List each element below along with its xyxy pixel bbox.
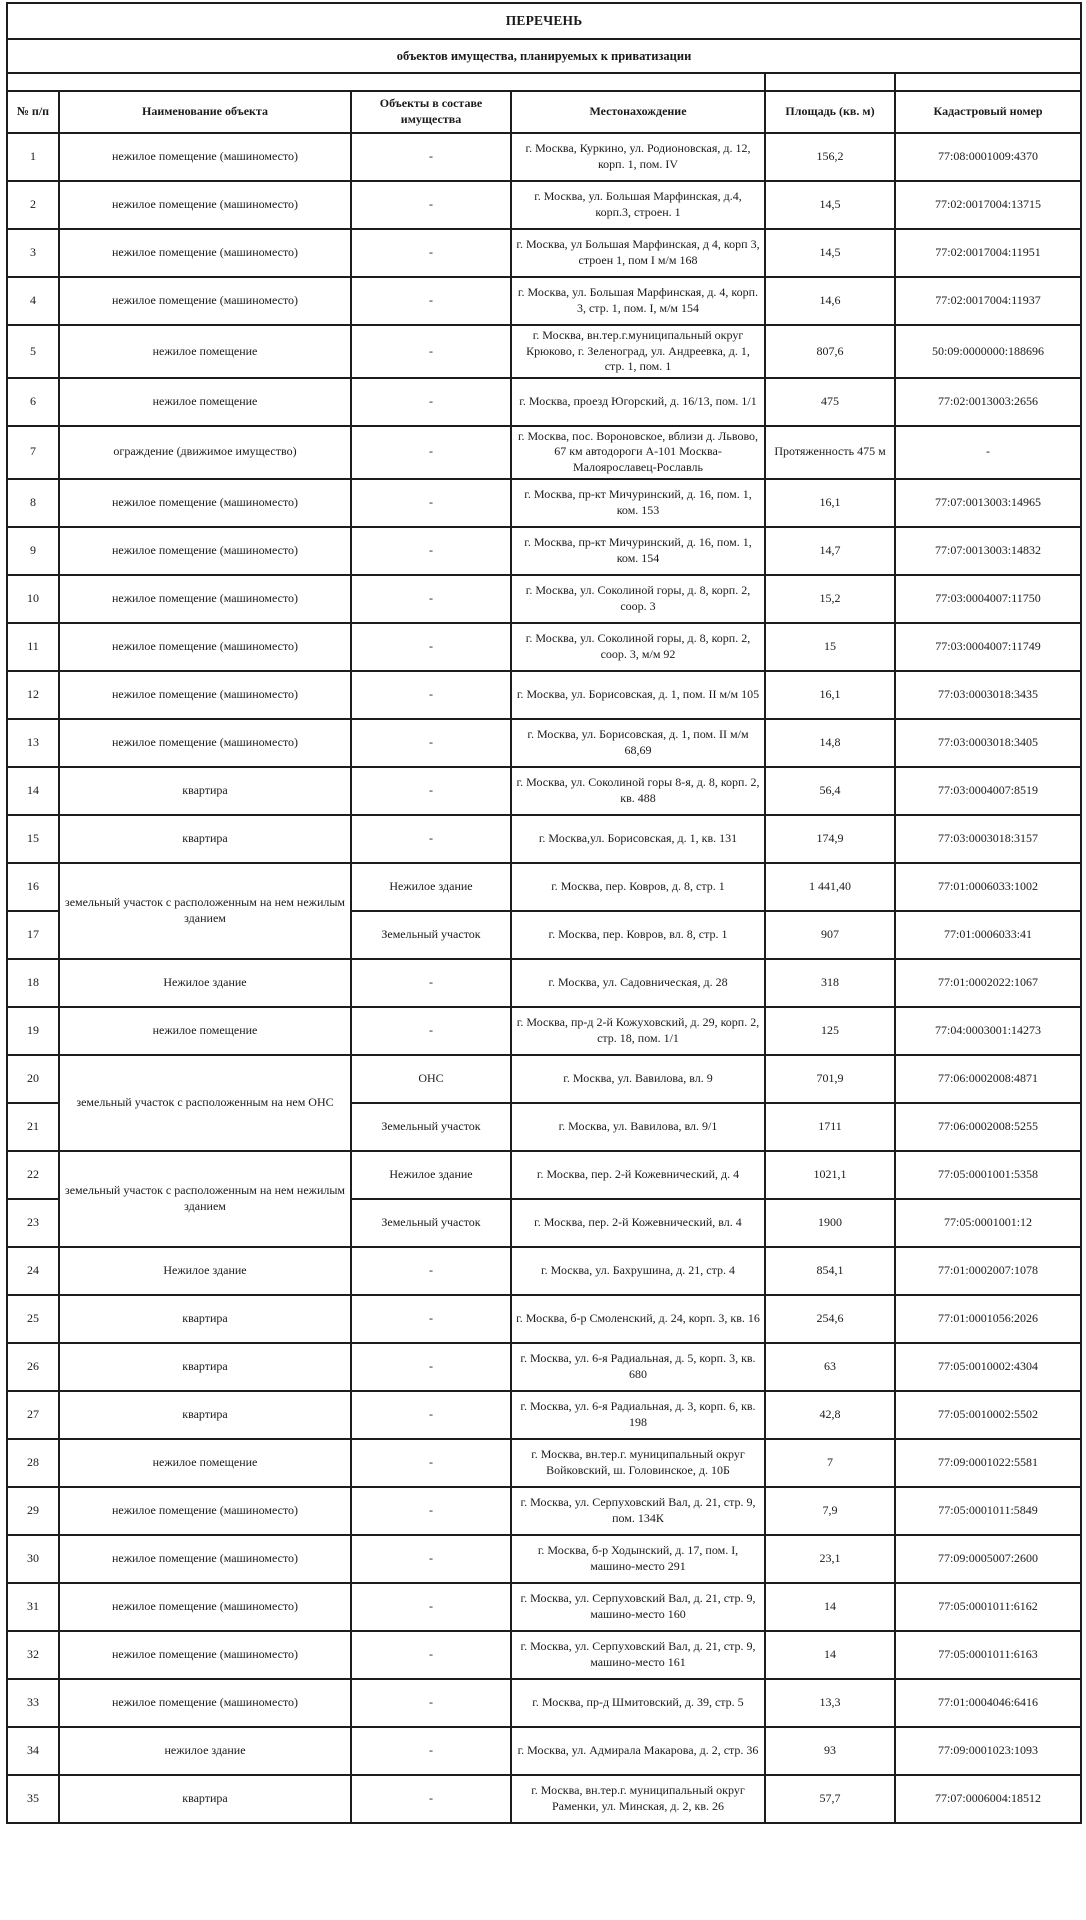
cell-cadastral: 77:06:0002008:5255 [895,1103,1081,1151]
cell-area: 475 [765,378,895,426]
cell-location: г. Москва, пос. Вороновское, вблизи д. Львово, 67 км автодороги А-101 Москва-Малоярославец-Рославль [511,426,765,479]
table-row [7,1439,1081,1487]
cell-object-name: нежилое помещение (машиноместо) [59,719,351,767]
cell-area: 1900 [765,1199,895,1247]
cell-cadastral: 77:09:0005007:2600 [895,1535,1081,1583]
cell-composition: Земельный участок [351,1199,511,1247]
table-row [7,1151,1081,1199]
table-head [7,3,1081,133]
table-row [7,1583,1081,1631]
spacer-cell [765,73,895,91]
cell-number: 19 [7,1007,59,1055]
cell-location: г. Москва, ул. 6-я Радиальная, д. 5, корп. 3, кв. 680 [511,1343,765,1391]
cell-object-name: нежилое помещение (машиноместо) [59,623,351,671]
table-row [7,1727,1081,1775]
cell-location: г. Москва, пр-кт Мичуринский, д. 16, пом. 1, ком. 153 [511,479,765,527]
table-row [7,277,1081,325]
cell-area: 14,6 [765,277,895,325]
cell-cadastral: 77:03:0004007:11749 [895,623,1081,671]
cell-composition: - [351,1487,511,1535]
privatization-table [6,2,1082,1824]
cell-cadastral: 50:09:0000000:188696 [895,325,1081,378]
cell-object-name: земельный участок с расположенным на нем нежилым зданием [59,1151,351,1247]
cell-area: 16,1 [765,671,895,719]
cell-composition: - [351,1295,511,1343]
table-row [7,1007,1081,1055]
spacer-row [7,73,1081,91]
spacer-cell [895,73,1081,91]
cell-object-name: земельный участок с расположенным на нем ОНС [59,1055,351,1151]
cell-location: г. Москва, ул. Бахрушина, д. 21, стр. 4 [511,1247,765,1295]
cell-area: 7 [765,1439,895,1487]
cell-cadastral: 77:05:0001011:6162 [895,1583,1081,1631]
table-row [7,1535,1081,1583]
column-header-location: Местонахождение [511,91,765,133]
table-row [7,1631,1081,1679]
cell-number: 13 [7,719,59,767]
cell-cadastral: 77:01:0006033:41 [895,911,1081,959]
cell-area: 701,9 [765,1055,895,1103]
table-row [7,426,1081,479]
cell-location: г. Москва, пр-д Шмитовский, д. 39, стр. 5 [511,1679,765,1727]
table-row [7,1679,1081,1727]
cell-area: 125 [765,1007,895,1055]
table-row [7,1055,1081,1103]
cell-number: 5 [7,325,59,378]
table-row [7,1343,1081,1391]
cell-object-name: квартира [59,815,351,863]
cell-object-name: нежилое помещение (машиноместо) [59,1487,351,1535]
cell-composition: - [351,1391,511,1439]
cell-cadastral: 77:01:0001056:2026 [895,1295,1081,1343]
cell-area: 15,2 [765,575,895,623]
cell-object-name: квартира [59,767,351,815]
cell-composition: - [351,575,511,623]
cell-cadastral: 77:05:0010002:5502 [895,1391,1081,1439]
cell-composition: - [351,1007,511,1055]
cell-location: г. Москва, ул Большая Марфинская, д 4, корп 3, строен 1, пом I м/м 168 [511,229,765,277]
cell-area: 14 [765,1631,895,1679]
cell-number: 4 [7,277,59,325]
table-row [7,1487,1081,1535]
cell-location: г. Москва, ул. Вавилова, вл. 9/1 [511,1103,765,1151]
cell-number: 35 [7,1775,59,1823]
cell-area: 1711 [765,1103,895,1151]
cell-location: г. Москва, ул. Борисовская, д. 1, пом. II м/м 105 [511,671,765,719]
cell-area: 93 [765,1727,895,1775]
cell-cadastral: 77:03:0003018:3157 [895,815,1081,863]
cell-area: 156,2 [765,133,895,181]
cell-composition: Земельный участок [351,1103,511,1151]
cell-cadastral: 77:05:0001011:5849 [895,1487,1081,1535]
cell-cadastral: 77:07:0006004:18512 [895,1775,1081,1823]
cell-object-name: нежилое помещение (машиноместо) [59,1535,351,1583]
cell-composition: - [351,671,511,719]
cell-cadastral: 77:01:0004046:6416 [895,1679,1081,1727]
table-row [7,229,1081,277]
table-row [7,133,1081,181]
cell-cadastral: 77:05:0010002:4304 [895,1343,1081,1391]
cell-area: 56,4 [765,767,895,815]
table-row [7,767,1081,815]
table-row [7,181,1081,229]
cell-area: 854,1 [765,1247,895,1295]
cell-location: г. Москва, пер. 2-й Кожевнический, д. 4 [511,1151,765,1199]
cell-object-name: нежилое помещение (машиноместо) [59,133,351,181]
cell-location: г. Москва, пр-кт Мичуринский, д. 16, пом. 1, ком. 154 [511,527,765,575]
cell-area: 1 441,40 [765,863,895,911]
cell-cadastral: 77:03:0004007:8519 [895,767,1081,815]
cell-location: г. Москва, ул. 6-я Радиальная, д. 3, корп. 6, кв. 198 [511,1391,765,1439]
cell-composition: - [351,1439,511,1487]
cell-number: 31 [7,1583,59,1631]
cell-number: 7 [7,426,59,479]
table-row [7,671,1081,719]
cell-number: 22 [7,1151,59,1199]
cell-number: 18 [7,959,59,1007]
cell-area: 42,8 [765,1391,895,1439]
cell-cadastral: 77:02:0017004:11951 [895,229,1081,277]
cell-location: г. Москва, пер. Ковров, д. 8, стр. 1 [511,863,765,911]
cell-composition: - [351,623,511,671]
cell-cadastral: 77:05:0001011:6163 [895,1631,1081,1679]
cell-area: 807,6 [765,325,895,378]
document-subtitle-row [7,39,1081,73]
cell-area: 13,3 [765,1679,895,1727]
cell-composition: - [351,1583,511,1631]
cell-object-name: нежилое помещение (машиноместо) [59,181,351,229]
cell-object-name: нежилое помещение (машиноместо) [59,277,351,325]
cell-composition: - [351,277,511,325]
cell-location: г. Москва, б-р Ходынский, д. 17, пом. I, машино-место 291 [511,1535,765,1583]
cell-number: 30 [7,1535,59,1583]
cell-cadastral: 77:05:0001001:5358 [895,1151,1081,1199]
cell-area: 1021,1 [765,1151,895,1199]
cell-object-name: нежилое помещение (машиноместо) [59,479,351,527]
cell-location: г. Москва, вн.тер.г. муниципальный округ Раменки, ул. Минская, д. 2, кв. 26 [511,1775,765,1823]
cell-composition: - [351,1631,511,1679]
cell-area: 57,7 [765,1775,895,1823]
cell-object-name: нежилое здание [59,1727,351,1775]
cell-object-name: нежилое помещение [59,325,351,378]
cell-object-name: квартира [59,1775,351,1823]
cell-area: 7,9 [765,1487,895,1535]
column-header-object-name: Наименование объекта [59,91,351,133]
cell-cadastral: 77:04:0003001:14273 [895,1007,1081,1055]
cell-number: 24 [7,1247,59,1295]
cell-location: г. Москва, ул. Борисовская, д. 1, пом. II м/м 68,69 [511,719,765,767]
cell-object-name: нежилое помещение (машиноместо) [59,1583,351,1631]
cell-composition: ОНС [351,1055,511,1103]
cell-cadastral: 77:09:0001023:1093 [895,1727,1081,1775]
table-row [7,1295,1081,1343]
cell-cadastral: 77:02:0013003:2656 [895,378,1081,426]
table-row [7,863,1081,911]
cell-area: 907 [765,911,895,959]
cell-location: г. Москва, ул. Вавилова, вл. 9 [511,1055,765,1103]
cell-area: 23,1 [765,1535,895,1583]
cell-area: 16,1 [765,479,895,527]
cell-number: 6 [7,378,59,426]
table-row [7,325,1081,378]
cell-location: г. Москва, ул. Соколиной горы, д. 8, корп. 2, соор. 3 [511,575,765,623]
cell-object-name: нежилое помещение (машиноместо) [59,229,351,277]
cell-location: г. Москва, пер. Ковров, вл. 8, стр. 1 [511,911,765,959]
cell-location: г. Москва, ул. Серпуховский Вал, д. 21, стр. 9, пом. 134К [511,1487,765,1535]
cell-composition: - [351,325,511,378]
column-header-row [7,91,1081,133]
table-row [7,815,1081,863]
cell-cadastral: 77:08:0001009:4370 [895,133,1081,181]
cell-area: Протяженность 475 м [765,426,895,479]
cell-cadastral: 77:03:0003018:3405 [895,719,1081,767]
cell-composition: - [351,378,511,426]
cell-cadastral: 77:01:0006033:1002 [895,863,1081,911]
cell-cadastral: 77:06:0002008:4871 [895,1055,1081,1103]
cell-cadastral: 77:07:0013003:14832 [895,527,1081,575]
cell-number: 15 [7,815,59,863]
cell-location: г. Москва,ул. Борисовская, д. 1, кв. 131 [511,815,765,863]
cell-cadastral: 77:02:0017004:13715 [895,181,1081,229]
cell-object-name: квартира [59,1343,351,1391]
cell-composition: - [351,527,511,575]
cell-number: 26 [7,1343,59,1391]
cell-number: 25 [7,1295,59,1343]
cell-object-name: нежилое помещение (машиноместо) [59,671,351,719]
cell-number: 10 [7,575,59,623]
cell-composition: - [351,426,511,479]
cell-composition: - [351,719,511,767]
cell-number: 29 [7,1487,59,1535]
cell-composition: Нежилое здание [351,863,511,911]
cell-location: г. Москва, проезд Югорский, д. 16/13, пом. 1/1 [511,378,765,426]
column-header-cadastral: Кадастровый номер [895,91,1081,133]
cell-number: 34 [7,1727,59,1775]
cell-location: г. Москва, ул. Серпуховский Вал, д. 21, стр. 9, машино-место 160 [511,1583,765,1631]
cell-composition: - [351,959,511,1007]
cell-composition: - [351,1679,511,1727]
cell-number: 20 [7,1055,59,1103]
cell-composition: - [351,181,511,229]
cell-composition: - [351,767,511,815]
cell-object-name: земельный участок с расположенным на нем нежилым зданием [59,863,351,959]
table-row [7,719,1081,767]
cell-cadastral: 77:09:0001022:5581 [895,1439,1081,1487]
cell-area: 14,7 [765,527,895,575]
cell-area: 174,9 [765,815,895,863]
cell-cadastral: 77:01:0002022:1067 [895,959,1081,1007]
table-row [7,623,1081,671]
cell-number: 21 [7,1103,59,1151]
cell-number: 28 [7,1439,59,1487]
cell-composition: - [351,479,511,527]
table-row [7,1775,1081,1823]
cell-composition: Нежилое здание [351,1151,511,1199]
cell-number: 23 [7,1199,59,1247]
cell-area: 14,5 [765,229,895,277]
cell-cadastral: 77:05:0001001:12 [895,1199,1081,1247]
document-title: ПЕРЕЧЕНЬ [7,3,1081,39]
cell-object-name: ограждение (движимое имущество) [59,426,351,479]
document-subtitle: объектов имущества, планируемых к приватизации [7,39,1081,73]
cell-number: 1 [7,133,59,181]
cell-cadastral: 77:07:0013003:14965 [895,479,1081,527]
cell-cadastral: 77:03:0003018:3435 [895,671,1081,719]
cell-object-name: нежилое помещение [59,378,351,426]
column-header-number: № п/п [7,91,59,133]
cell-number: 3 [7,229,59,277]
cell-area: 254,6 [765,1295,895,1343]
cell-location: г. Москва, вн.тер.г.муниципальный округ Крюково, г. Зеленоград, ул. Андреевка, д. 1, стр. 1, пом. 1 [511,325,765,378]
cell-composition: - [351,815,511,863]
cell-number: 12 [7,671,59,719]
cell-object-name: квартира [59,1295,351,1343]
cell-object-name: нежилое помещение (машиноместо) [59,575,351,623]
cell-cadastral: 77:01:0002007:1078 [895,1247,1081,1295]
cell-location: г. Москва, ул. Соколиной горы, д. 8, корп. 2, соор. 3, м/м 92 [511,623,765,671]
cell-object-name: Нежилое здание [59,959,351,1007]
cell-location: г. Москва, ул. Соколиной горы 8-я, д. 8, корп. 2, кв. 488 [511,767,765,815]
cell-object-name: нежилое помещение (машиноместо) [59,1679,351,1727]
table-row [7,378,1081,426]
cell-object-name: нежилое помещение [59,1439,351,1487]
cell-area: 14,8 [765,719,895,767]
cell-composition: - [351,1247,511,1295]
cell-number: 2 [7,181,59,229]
cell-composition: - [351,1343,511,1391]
cell-object-name: нежилое помещение (машиноместо) [59,1631,351,1679]
cell-composition: Земельный участок [351,911,511,959]
cell-cadastral: 77:02:0017004:11937 [895,277,1081,325]
cell-number: 32 [7,1631,59,1679]
cell-number: 33 [7,1679,59,1727]
cell-number: 8 [7,479,59,527]
cell-composition: - [351,1775,511,1823]
cell-location: г. Москва, ул. Садовническая, д. 28 [511,959,765,1007]
cell-location: г. Москва, б-р Смоленский, д. 24, корп. 3, кв. 16 [511,1295,765,1343]
cell-cadastral: - [895,426,1081,479]
column-header-area: Площадь (кв. м) [765,91,895,133]
cell-number: 17 [7,911,59,959]
cell-area: 318 [765,959,895,1007]
cell-object-name: Нежилое здание [59,1247,351,1295]
cell-composition: - [351,1535,511,1583]
cell-location: г. Москва, вн.тер.г. муниципальный округ Войковский, ш. Головинское, д. 10Б [511,1439,765,1487]
table-row [7,575,1081,623]
cell-location: г. Москва, пер. 2-й Кожевнический, вл. 4 [511,1199,765,1247]
cell-object-name: нежилое помещение (машиноместо) [59,527,351,575]
cell-number: 14 [7,767,59,815]
table-row [7,527,1081,575]
cell-area: 14,5 [765,181,895,229]
cell-number: 9 [7,527,59,575]
cell-cadastral: 77:03:0004007:11750 [895,575,1081,623]
cell-number: 11 [7,623,59,671]
table-row [7,1391,1081,1439]
cell-location: г. Москва, ул. Большая Марфинская, д.4, корп.3, строен. 1 [511,181,765,229]
cell-object-name: квартира [59,1391,351,1439]
table-row [7,959,1081,1007]
table-body [7,133,1081,1823]
cell-composition: - [351,1727,511,1775]
cell-object-name: нежилое помещение [59,1007,351,1055]
spacer-cell [7,73,765,91]
cell-number: 16 [7,863,59,911]
cell-location: г. Москва, Куркино, ул. Родионовская, д. 12, корп. 1, пом. IV [511,133,765,181]
cell-composition: - [351,229,511,277]
cell-location: г. Москва, пр-д 2-й Кожуховский, д. 29, корп. 2, стр. 18, пом. 1/1 [511,1007,765,1055]
cell-location: г. Москва, ул. Серпуховский Вал, д. 21, стр. 9, машино-место 161 [511,1631,765,1679]
cell-area: 14 [765,1583,895,1631]
cell-area: 63 [765,1343,895,1391]
cell-location: г. Москва, ул. Большая Марфинская, д. 4, корп. 3, стр. 1, пом. I, м/м 154 [511,277,765,325]
cell-number: 27 [7,1391,59,1439]
cell-location: г. Москва, ул. Адмирала Макарова, д. 2, стр. 36 [511,1727,765,1775]
table-row [7,479,1081,527]
table-row [7,1247,1081,1295]
column-header-composition: Объекты в составе имущества [351,91,511,133]
document-title-row [7,3,1081,39]
cell-composition: - [351,133,511,181]
cell-area: 15 [765,623,895,671]
